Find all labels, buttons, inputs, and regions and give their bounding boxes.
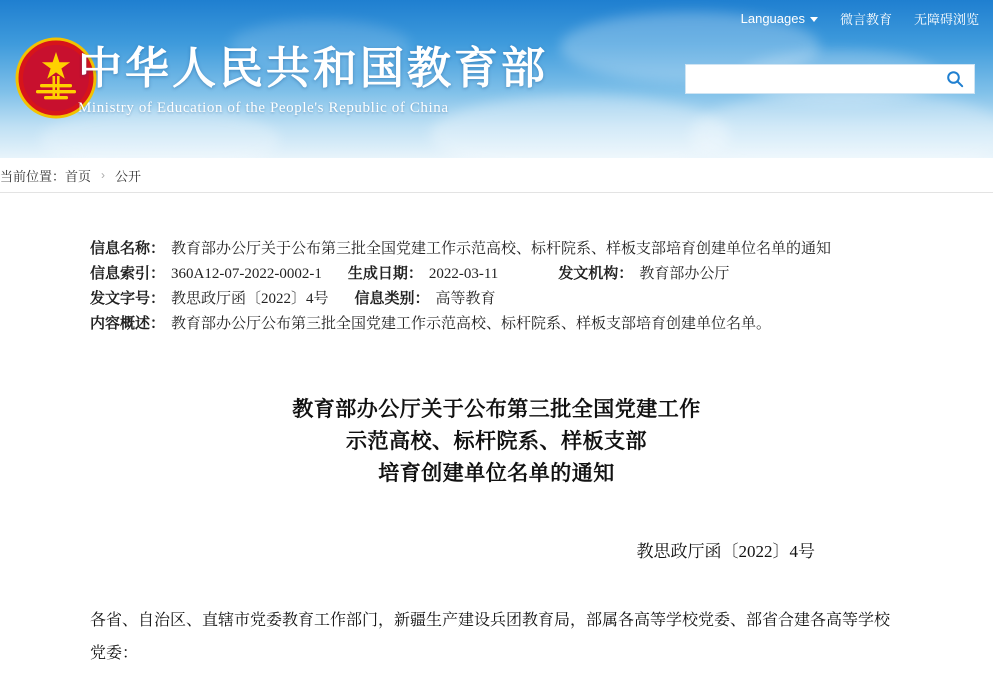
document-page	[0, 192, 993, 670]
document-body	[90, 604, 903, 670]
meta-key-category: 信息类别：	[354, 291, 430, 307]
meta-value-category: 高等教育	[435, 291, 496, 307]
document-title-line-3: 培育创建单位名单的通知	[378, 461, 615, 485]
meta-value-name: 教育部办公厅关于公布第三批全国党建工作示范高校、标杆院系、样板支部培育创建单位名单的通知	[171, 241, 832, 257]
meta-key-docnum: 发文字号：	[90, 291, 166, 307]
meta-row-summary	[90, 312, 903, 337]
document-number: 教思政厅函〔2022〕4号	[636, 542, 815, 561]
meta-value-created: 2022-03-11	[428, 266, 499, 282]
meta-value-index: 360A12-07-2022-0002-1	[171, 266, 322, 282]
accessibility-browse-link[interactable]: 无障碍浏览	[913, 12, 979, 27]
document-title-line-2: 示范高校、标杆院系、样板支部	[346, 429, 647, 453]
breadcrumb-item-open[interactable]: 公开	[115, 168, 142, 184]
breadcrumb-label: 当前位置：	[0, 168, 66, 184]
meta-value-docnum: 教思政厅函〔2022〕4号	[171, 291, 329, 307]
content-inner	[0, 193, 993, 670]
breadcrumb	[0, 158, 993, 192]
breadcrumb-item-home[interactable]: 首页	[65, 168, 92, 184]
document-paragraph: 各省、自治区、直辖市党委教育工作部门，新疆生产建设兵团教育局，部属各高等学校党委、部省合建各高等学校党委：	[90, 612, 891, 662]
meta-key-index: 信息索引：	[90, 266, 166, 282]
meta-key-summary: 内容概述：	[90, 316, 166, 332]
meta-value-issuer: 教育部办公厅	[639, 266, 730, 282]
document-title-line-1: 教育部办公厅关于公布第三批全国党建工作	[292, 397, 701, 421]
document-title	[90, 393, 903, 489]
weiyan-education-link[interactable]: 微言教育	[839, 12, 892, 27]
top-navigation	[741, 9, 979, 28]
meta-row-name	[90, 237, 903, 262]
meta-key-issuer: 发文机构：	[558, 266, 634, 282]
meta-row-index	[90, 262, 903, 287]
site-title-cn: 中华人民共和国教育部	[78, 44, 548, 93]
chevron-down-icon	[810, 17, 818, 22]
languages-menu[interactable]	[741, 11, 818, 26]
chevron-right-icon: ›	[101, 168, 106, 182]
site-title-en: Ministry of Education of the People's Republic of China	[78, 100, 449, 116]
search-input[interactable]	[686, 65, 936, 93]
search-icon[interactable]	[936, 65, 974, 93]
site-title-block	[78, 44, 548, 117]
meta-key-created: 生成日期：	[347, 266, 423, 282]
site-header	[0, 0, 993, 158]
meta-row-docnum	[90, 287, 903, 312]
search-box[interactable]	[685, 64, 975, 94]
cloud-decoration	[690, 90, 993, 158]
meta-key-name: 信息名称：	[90, 241, 166, 257]
meta-value-summary: 教育部办公厅公布第三批全国党建工作示范高校、标杆院系、样板支部培育创建单位名单。	[171, 316, 772, 332]
document-metadata	[90, 237, 903, 337]
languages-label: Languages	[740, 11, 805, 26]
